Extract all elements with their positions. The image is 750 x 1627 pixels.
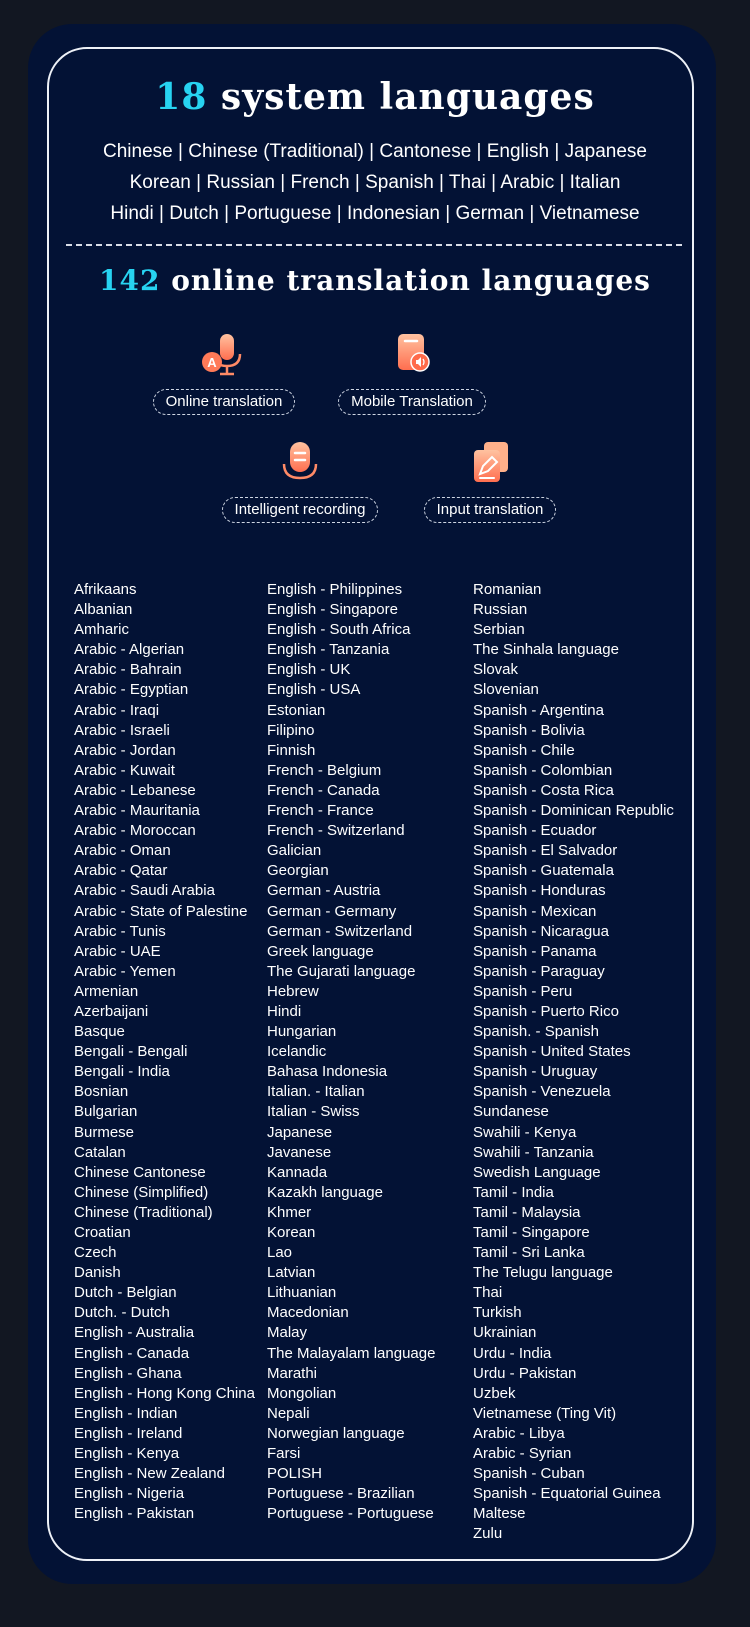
- online-languages-title: [0, 264, 750, 297]
- language-item: Lithuanian: [267, 1284, 337, 1302]
- language-item: Filipino: [267, 721, 315, 739]
- language-item: Arabic - Tunis: [74, 922, 166, 940]
- system-languages-row: Chinese | Chinese (Traditional) | Cantonese | English | Japanese: [103, 141, 647, 162]
- language-item: Spanish - Argentina: [473, 701, 604, 719]
- language-item: Swahili - Kenya: [473, 1123, 577, 1141]
- language-item: Russian: [473, 601, 528, 619]
- language-item: Kannada: [267, 1163, 328, 1181]
- recording-icon: [220, 440, 380, 491]
- language-item: Khmer: [267, 1203, 312, 1221]
- language-item: Korean: [267, 1224, 316, 1241]
- language-item: Ukrainian: [473, 1324, 537, 1342]
- system-languages-row: Korean | Russian | French | Spanish | Thai | Arabic | Italian: [129, 172, 621, 193]
- svg-text:A: A: [207, 355, 217, 370]
- language-item: Bulgarian: [74, 1103, 138, 1121]
- language-item: Arabic - Moroccan: [74, 822, 196, 840]
- language-item: Spanish - Colombian: [473, 761, 613, 779]
- language-item: Kazakh language: [267, 1183, 383, 1201]
- language-item: Bengali - Bengali: [74, 1043, 188, 1061]
- language-item: English - New Zealand: [74, 1465, 225, 1483]
- language-item: Portuguese - Portuguese: [267, 1505, 434, 1523]
- language-item: Arabic - Saudi Arabia: [74, 882, 215, 900]
- system-languages-list: [60, 136, 690, 229]
- language-item: English - Canada: [74, 1344, 190, 1362]
- language-item: Tamil - Singapore: [473, 1224, 590, 1241]
- language-item: Spanish - Ecuador: [473, 822, 597, 840]
- language-item: English - UK: [267, 661, 351, 679]
- language-item: Javanese: [267, 1143, 332, 1161]
- language-item: Arabic - Egyptian: [74, 681, 189, 699]
- language-item: Lao: [267, 1244, 293, 1262]
- language-item: Thai: [473, 1284, 503, 1302]
- dashed-divider: [66, 244, 682, 246]
- language-item: Romanian: [473, 581, 542, 598]
- language-item: Uzbek: [473, 1384, 516, 1402]
- language-item: German - Germany: [267, 902, 397, 920]
- language-item: Hindi: [267, 1002, 302, 1020]
- language-item: English - Singapore: [267, 601, 398, 619]
- feature-mobile-translation: [332, 332, 492, 415]
- language-item: Spanish - Chile: [473, 741, 575, 759]
- language-item: Arabic - Jordan: [74, 741, 176, 759]
- language-item: Albanian: [74, 601, 133, 619]
- language-item: Bengali - India: [74, 1063, 170, 1081]
- phone-speaker-icon: [332, 332, 492, 383]
- language-item: Spanish - Bolivia: [473, 721, 585, 739]
- language-item: English - Nigeria: [74, 1485, 185, 1503]
- language-item: Arabic - Bahrain: [74, 661, 182, 679]
- online-languages-column-1: [74, 580, 255, 1524]
- language-item: Latvian: [267, 1264, 316, 1282]
- language-item: Spanish - Honduras: [473, 882, 606, 900]
- language-item: Arabic - Yemen: [74, 962, 176, 980]
- language-item: Portuguese - Brazilian: [267, 1485, 415, 1503]
- language-item: Chinese (Simplified): [74, 1183, 209, 1201]
- language-item: Amharic: [74, 621, 130, 639]
- language-item: English - Pakistan: [74, 1505, 195, 1523]
- input-translation-label: Input translation: [424, 497, 557, 523]
- system-languages-title: [0, 76, 750, 118]
- language-item: Georgian: [267, 862, 329, 880]
- system-languages-count: 18: [155, 76, 208, 118]
- language-item: Italian. - Italian: [267, 1083, 365, 1101]
- language-item: The Gujarati language: [267, 962, 416, 980]
- edit-document-icon: [410, 440, 570, 491]
- language-item: The Sinhala language: [473, 641, 619, 659]
- language-item: Galician: [267, 842, 322, 860]
- language-item: Slovak: [473, 661, 519, 679]
- language-item: Spanish - Cuban: [473, 1465, 585, 1483]
- language-item: Tamil - India: [473, 1183, 554, 1201]
- language-item: Finnish: [267, 741, 316, 759]
- language-item: Arabic - Mauritania: [74, 802, 200, 820]
- language-item: Arabic - Qatar: [74, 862, 168, 880]
- language-item: The Telugu language: [473, 1264, 613, 1282]
- feature-intelligent-recording: [220, 440, 380, 523]
- language-item: Armenian: [74, 982, 139, 1000]
- language-item: French - Switzerland: [267, 822, 405, 840]
- language-item: Arabic - Iraqi: [74, 701, 160, 719]
- language-item: Sundanese: [473, 1103, 549, 1121]
- online-languages-count: 142: [99, 264, 161, 297]
- language-item: Chinese Cantonese: [74, 1163, 206, 1181]
- language-item: English - Tanzania: [267, 641, 390, 659]
- language-item: Tamil - Malaysia: [473, 1203, 581, 1221]
- language-item: Swedish Language: [473, 1163, 601, 1181]
- language-item: POLISH: [267, 1465, 323, 1483]
- language-item: Norwegian language: [267, 1424, 405, 1442]
- language-item: Spanish - Mexican: [473, 902, 597, 920]
- language-item: Croatian: [74, 1224, 131, 1241]
- language-item: Spanish - Puerto Rico: [473, 1002, 619, 1020]
- language-item: Spanish - Uruguay: [473, 1063, 598, 1081]
- language-item: Basque: [74, 1023, 125, 1041]
- language-item: English - Kenya: [74, 1445, 180, 1463]
- language-item: English - Philippines: [267, 581, 403, 598]
- language-item: Tamil - Sri Lanka: [473, 1244, 585, 1262]
- language-item: Japanese: [267, 1123, 333, 1141]
- language-item: Spanish - Venezuela: [473, 1083, 611, 1101]
- language-item: Hebrew: [267, 982, 319, 1000]
- online-languages-heading: online translation languages: [171, 264, 651, 297]
- language-item: Czech: [74, 1244, 117, 1262]
- language-item: Spanish - Equatorial Guinea: [473, 1485, 661, 1503]
- language-item: Spanish - United States: [473, 1043, 631, 1061]
- language-item: Serbian: [473, 621, 525, 639]
- language-item: Spanish - Guatemala: [473, 862, 614, 880]
- language-item: Slovenian: [473, 681, 539, 699]
- language-item: Spanish - El Salvador: [473, 842, 618, 860]
- language-item: Spanish - Paraguay: [473, 962, 605, 980]
- language-item: French - Belgium: [267, 761, 382, 779]
- online-languages-column-3: [473, 580, 674, 1545]
- language-item: Spanish. - Spanish: [473, 1023, 599, 1041]
- language-item: Spanish - Nicaragua: [473, 922, 609, 940]
- mobile-translation-label: Mobile Translation: [338, 389, 486, 415]
- language-item: German - Switzerland: [267, 922, 413, 940]
- language-item: Spanish - Peru: [473, 982, 573, 1000]
- language-item: Arabic - Israeli: [74, 721, 170, 739]
- language-item: Estonian: [267, 701, 326, 719]
- language-item: Farsi: [267, 1445, 301, 1463]
- language-item: Arabic - Oman: [74, 842, 171, 860]
- language-item: Bosnian: [74, 1083, 129, 1101]
- language-item: Turkish: [473, 1304, 522, 1322]
- language-item: Burmese: [74, 1123, 135, 1141]
- language-item: Chinese (Traditional): [74, 1203, 213, 1221]
- language-item: Urdu - India: [473, 1344, 552, 1362]
- language-item: English - Australia: [74, 1324, 195, 1342]
- language-item: Zulu: [473, 1525, 503, 1543]
- language-item: Azerbaijani: [74, 1002, 149, 1020]
- language-item: French - France: [267, 802, 374, 820]
- language-item: Swahili - Tanzania: [473, 1143, 594, 1161]
- system-languages-row: Hindi | Dutch | Portuguese | Indonesian | German | Vietnamese: [110, 203, 640, 224]
- language-item: Arabic - State of Palestine: [74, 902, 248, 920]
- language-item: Danish: [74, 1264, 121, 1282]
- language-item: Macedonian: [267, 1304, 349, 1322]
- language-item: Mongolian: [267, 1384, 337, 1402]
- language-item: Greek language: [267, 942, 374, 960]
- language-item: Bahasa Indonesia: [267, 1063, 388, 1081]
- language-item: Dutch - Belgian: [74, 1284, 177, 1302]
- language-item: Catalan: [74, 1143, 126, 1161]
- online-translation-label: Online translation: [153, 389, 296, 415]
- system-languages-heading: system languages: [220, 76, 595, 118]
- language-item: Italian - Swiss: [267, 1103, 360, 1121]
- language-item: Malay: [267, 1324, 308, 1342]
- language-item: Arabic - Kuwait: [74, 761, 175, 779]
- feature-input-translation: [410, 440, 570, 523]
- language-item: Marathi: [267, 1364, 318, 1382]
- language-item: Hungarian: [267, 1023, 337, 1041]
- language-item: German - Austria: [267, 882, 381, 900]
- language-item: Arabic - Lebanese: [74, 781, 196, 799]
- language-item: Nepali: [267, 1404, 310, 1422]
- language-item: Arabic - UAE: [74, 942, 161, 960]
- language-item: Arabic - Algerian: [74, 641, 185, 659]
- language-item: Dutch. - Dutch: [74, 1304, 170, 1322]
- online-languages-column-2: [267, 580, 435, 1524]
- language-item: Icelandic: [267, 1043, 327, 1061]
- language-item: English - South Africa: [267, 621, 411, 639]
- language-item: Spanish - Costa Rica: [473, 781, 614, 799]
- intelligent-recording-label: Intelligent recording: [222, 497, 379, 523]
- language-item: Arabic - Libya: [473, 1424, 565, 1442]
- language-item: Urdu - Pakistan: [473, 1364, 577, 1382]
- language-item: Maltese: [473, 1505, 526, 1523]
- language-item: Spanish - Panama: [473, 942, 597, 960]
- language-item: The Malayalam language: [267, 1344, 436, 1362]
- language-item: Arabic - Syrian: [473, 1445, 572, 1463]
- feature-online-translation: [144, 332, 304, 415]
- language-item: Spanish - Dominican Republic: [473, 802, 674, 820]
- language-item: English - Indian: [74, 1404, 178, 1422]
- language-item: English - Hong Kong China: [74, 1384, 255, 1402]
- mic-translate-icon: [144, 332, 304, 383]
- language-item: Afrikaans: [74, 581, 137, 598]
- language-item: English - USA: [267, 681, 361, 699]
- language-item: French - Canada: [267, 781, 380, 799]
- language-item: English - Ireland: [74, 1424, 183, 1442]
- language-item: English - Ghana: [74, 1364, 182, 1382]
- language-item: Vietnamese (Ting Vit): [473, 1404, 617, 1422]
